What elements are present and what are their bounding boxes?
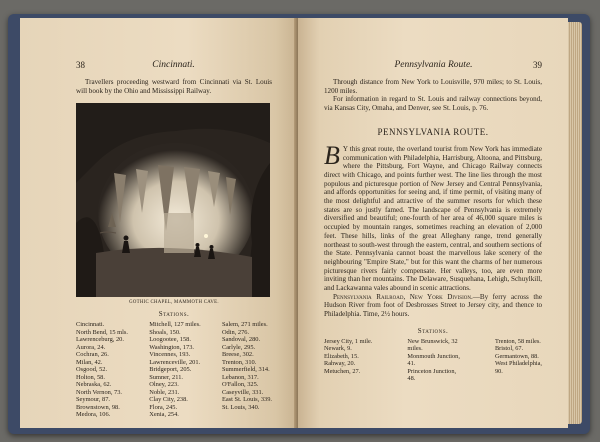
station-entry: Vincennes, 193. (149, 351, 191, 359)
station-entry: Medora, 106. (76, 411, 111, 419)
station-entry: Salem, 271 miles. (221, 321, 268, 329)
station-entry: Trenton, 310. (221, 358, 257, 366)
station-entry: O'Fallon, 325. (221, 381, 259, 389)
route-body-text: Y this great route, the overland tourist from New York has immediate communication with Philadelphia, Harrisburg, Altoona, and Pittsburg, where the Pittsburg, Fort Wayne, and Chicago Railway connects direct with Chicago, and points further west. The line lies through the most populous and picturesque portion of New Jersey and Central Pennsylvania, and affords opportunities for seeing and, if time permit, of visiting many of the most delightful and attractive of the summer resorts for which these states are so justly famed. The landscape of Pennsylvania is extremely diversified and beautiful; one-fourth of her area of 46,000 square miles is occupied by mountain ranges, sometimes reaching an elevation of 2,000 feet. These hills, links of the great Alleghany range, trend generally northeast to south-west through the eastern, central, and southern sections of the State. Pennsylvania cannot boast the marvellous lake scenery of the neighbouring "Empire State," but for this want the charms of her numerous picturesque rivers fairly compensate. Her valleys, too, are even more inviting than her mountains. The Delaware, Susquehana, Lehigh, Schuylkill, and Lackawanna vales abound in scenic attractions. (324, 144, 542, 293)
station-entry: Noble, 231. (149, 388, 180, 396)
stations-table (324, 338, 542, 383)
division-paragraph (324, 293, 542, 319)
station-entry: St. Louis, 340. (221, 403, 260, 411)
station-entry: Seymour, 87. (76, 396, 111, 404)
running-title: Cincinnati. (152, 60, 195, 70)
station-entry: Xenia, 254. (149, 411, 179, 419)
stations-heading: Stations. (158, 310, 190, 319)
station-entry: West Philadelphia, (494, 360, 542, 368)
cave-engraving (76, 103, 270, 297)
left-page-header (76, 60, 272, 70)
intro-paragraph: Travellers proceeding westward from Cincinnati via St. Louis will book by the Ohio and Mississippi Railway. (76, 78, 272, 95)
stations-column-3 (495, 338, 542, 383)
distance-paragraph: Through distance from New York to Louisville, 970 miles; to St. Louis, 1200 miles. (324, 78, 542, 95)
station-entry: Flora, 245. (149, 403, 178, 411)
station-entry: Carlyle, 295. (221, 343, 256, 351)
station-entry: Sumner, 211. (149, 373, 183, 381)
station-entry: Clay City, 238. (149, 396, 188, 404)
station-entry: Milan, 42. (76, 358, 103, 366)
station-entry: North Bend, 15 mls. (76, 328, 129, 336)
station-entry: Trenton, 58 miles. (494, 337, 541, 345)
page-edges (568, 22, 582, 424)
stations-column-2 (149, 321, 200, 419)
station-entry: 41. (407, 360, 416, 368)
station-entry: Osgood, 52. (76, 366, 108, 374)
station-entry: Washington, 173. (149, 343, 194, 351)
station-entry: Princeton Junction, (407, 367, 457, 375)
station-entry: miles. (407, 345, 423, 353)
station-entry: Sandoval, 280. (221, 336, 261, 344)
right-page (298, 18, 568, 428)
station-entry: Germantown, 88. (494, 352, 539, 360)
station-entry: Cincinnati. (76, 321, 105, 329)
station-entry: Elizabeth, 15. (324, 352, 359, 360)
division-text: —By ferry across the Hudson River from foot of Desbrosses Street to Jersey city, and thence to Philadelphia. Time, 2½ hours. (324, 292, 542, 319)
cave-illustration (76, 103, 270, 297)
station-entry: Jersey City, 1 mile. (324, 337, 373, 345)
right-page-header (324, 60, 542, 70)
station-entry: Bridgeport, 205. (149, 366, 192, 374)
station-entry: Monmouth Junction, (407, 352, 460, 360)
station-entry: Aurora, 24. (76, 343, 106, 351)
station-entry: Cochran, 26. (76, 351, 109, 359)
drop-cap: B (324, 140, 340, 170)
station-entry: Bristol, 67. (494, 345, 524, 353)
station-entry: Holton, 58. (76, 373, 105, 381)
division-label: Pennsylvania Railroad, New York Division. (333, 292, 473, 301)
page-number: 38 (76, 60, 85, 70)
station-entry: Mitchell, 127 miles. (149, 321, 201, 329)
stations-column-3 (222, 321, 272, 419)
left-page (20, 18, 298, 428)
station-entry: 90. (494, 367, 503, 375)
information-paragraph: For information in regard to St. Louis and railway connections beyond, via Kansas City, Omaha, and Denver, see St. Louis, p. 76. (324, 95, 542, 113)
station-entry: Loogootee, 158. (149, 336, 191, 344)
page-number: 39 (533, 60, 542, 70)
station-entry: Lawrenceburg, 20. (76, 336, 124, 344)
station-entry: Summerfield, 314. (221, 366, 270, 374)
stations-heading: Stations. (417, 326, 449, 335)
station-entry: Odin, 276. (221, 328, 250, 336)
station-entry: Metuchen, 27. (324, 367, 361, 375)
stations-column-1 (324, 338, 372, 383)
route-description (324, 140, 542, 293)
station-entry: Brownstown, 98. (76, 403, 120, 411)
stations-table (76, 321, 272, 419)
station-entry: East St. Louis, 339. (221, 396, 272, 404)
station-entry: Breese, 302. (221, 351, 254, 359)
illustration-caption: GOTHIC CHAPEL, MAMMOTH CAVE. (129, 300, 219, 306)
section-title: PENNSYLVANIA ROUTE. (377, 126, 489, 137)
station-entry: Lebanon, 317. (221, 373, 259, 381)
station-entry: 48. (407, 375, 416, 383)
running-title: Pennsylvania Route. (394, 60, 473, 70)
stations-column-2 (407, 338, 459, 383)
station-entry: Rahway, 20. (324, 360, 356, 368)
station-entry: Caseyville, 331. (221, 388, 264, 396)
station-entry: Olney, 223. (149, 381, 179, 389)
station-entry: Lawrenceville, 201. (149, 358, 201, 366)
station-entry: New Brunswick, 32 (407, 337, 458, 345)
station-entry: Newark, 9. (324, 345, 352, 353)
station-entry: Nebraska, 62. (76, 381, 112, 389)
stations-column-1 (76, 321, 128, 419)
station-entry: North Vernon, 73. (76, 388, 123, 396)
station-entry: Shoals, 150. (149, 328, 181, 336)
